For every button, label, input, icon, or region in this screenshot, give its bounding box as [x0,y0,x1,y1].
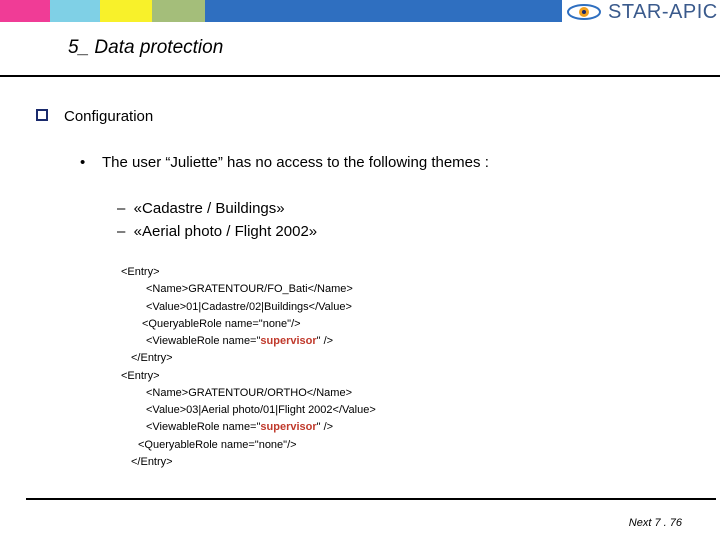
code-highlight: supervisor [260,335,317,347]
header-color-block-cyan [50,0,100,22]
code-line: </Entry> [131,456,173,468]
code-line: <Name>GRATENTOUR/ORTHO</Name> [146,387,352,399]
checkbox-icon [36,109,48,121]
bullet-text: The user “Juliette” has no access to the following themes : [102,154,489,171]
logo [562,0,720,24]
code-line: <ViewableRole name="supervisor" /> [146,421,334,433]
code-line: <ViewableRole name="supervisor" /> [146,335,334,347]
header-color-block-yellow [100,0,152,22]
theme-item-aerial: – «Aerial photo / Flight 2002» [117,223,318,240]
bullet-symbol: • [80,154,86,171]
code-line: </Entry> [131,352,173,364]
title-divider [0,75,720,77]
header-color-block-pink [0,0,50,22]
code-line: <QueryableRole name="none"/> [142,318,301,330]
code-line: <QueryableRole name="none"/> [138,439,297,451]
footer-divider [26,498,716,500]
theme-item-cadastre: – «Cadastre / Buildings» [117,200,285,217]
page-title: 5_ Data protection [68,37,224,58]
code-line: <Value>03|Aerial photo/01|Flight 2002</Value> [146,404,376,416]
header-color-block-green [152,0,205,22]
section-label: Configuration [64,108,154,125]
code-line: <Entry> [121,266,160,278]
page-number: Next 7 . 76 [628,517,682,529]
header-color-block-blue [205,0,562,22]
code-highlight: supervisor [260,421,317,433]
code-line: <Entry> [121,370,160,382]
logo-text: STAR-APIC [608,0,718,23]
eye-logo-icon [566,2,602,22]
code-line: <Name>GRATENTOUR/FO_Bati</Name> [146,283,353,295]
code-line: <Value>01|Cadastre/02|Buildings</Value> [146,301,352,313]
